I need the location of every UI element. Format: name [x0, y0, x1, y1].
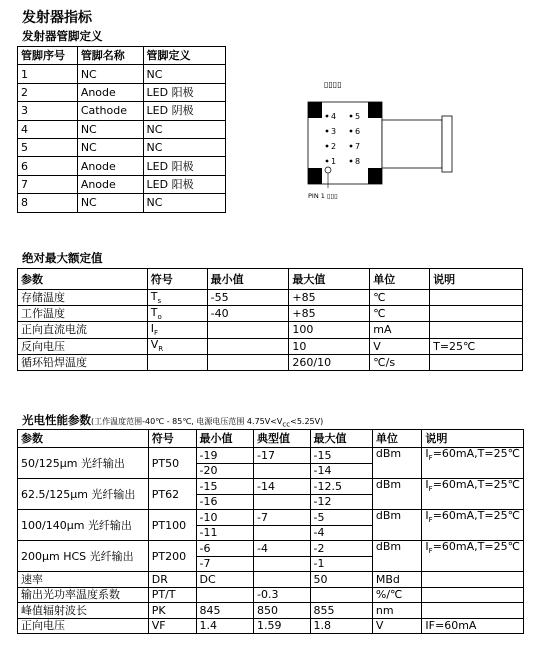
value-cell: -4 — [254, 541, 311, 557]
table-cell: NC — [77, 194, 143, 212]
pin-dot — [350, 160, 353, 163]
note-rest: =60mA,T=25℃ — [432, 540, 520, 553]
col-header: 说明 — [430, 269, 523, 290]
col-header: 参数 — [18, 269, 148, 290]
param-cell: 50/125µm 光纤输出 — [18, 448, 149, 479]
table-cell: LED 阳极 — [143, 157, 225, 175]
table-cell: -0.3 — [254, 587, 311, 603]
col-header: 说明 — [422, 430, 524, 448]
min-cell — [207, 354, 289, 370]
page-title: 发射器指标 — [22, 10, 92, 26]
table-row — [18, 448, 524, 464]
max-cell: +85 — [289, 290, 370, 306]
table-cell: MBd — [372, 572, 422, 588]
unit-cell: ℃ — [370, 306, 430, 322]
unit-cell vtop: dBm — [372, 448, 422, 479]
symbol-subscript: o — [157, 312, 162, 321]
note-cell: T=25℃ — [430, 338, 523, 354]
table-cell: 850 — [254, 603, 311, 619]
note-rest: =60mA,T=25℃ — [432, 447, 520, 460]
min-cell — [207, 338, 289, 354]
unit-cell: mA — [370, 322, 430, 338]
value-cell: -14 — [254, 479, 311, 495]
table-cell: DR — [148, 572, 196, 588]
table-cell — [310, 587, 372, 603]
min-cell: -40 — [207, 306, 289, 322]
unit-cell: V — [370, 338, 430, 354]
table-header-row — [18, 269, 523, 290]
note-cell — [430, 354, 523, 370]
symbol-cell — [147, 322, 207, 338]
max-cell: 260/10 — [289, 354, 370, 370]
note-rest: =60mA,T=25℃ — [432, 478, 520, 491]
pin-dot — [350, 115, 353, 118]
table-cell: 速率 — [18, 572, 149, 588]
table-cell: Anode — [77, 175, 143, 193]
col-header: 单位 — [372, 430, 422, 448]
table-cell: Cathode — [77, 102, 143, 120]
symbol-cell: PT200 — [148, 541, 196, 572]
table-cell: 1.4 — [196, 618, 253, 634]
table-cell: 50 — [310, 572, 372, 588]
param-cell: 200µm HCS 光纤输出 — [18, 541, 149, 572]
col-header: 最小值 — [207, 269, 289, 290]
value-cell: -16 — [196, 494, 253, 510]
optical-conditions-prefix: (工作温度范围-40℃ - 85℃, 电源电压范围 4.75V<V — [91, 417, 283, 426]
table-cell: 正向电压 — [18, 618, 149, 634]
value-cell: -14 — [310, 463, 372, 479]
max-cell: 10 — [289, 338, 370, 354]
table-cell: %/℃ — [372, 587, 422, 603]
table-row — [18, 194, 226, 212]
table-row — [18, 338, 523, 354]
pin1-marker — [325, 167, 331, 173]
note-subscript: F — [428, 454, 433, 463]
note-cell — [430, 306, 523, 322]
symbol-text: T — [150, 289, 158, 303]
param-cell: 循环铅焊温度 — [18, 354, 148, 370]
note-text: I — [425, 478, 429, 491]
table-cell — [422, 587, 524, 603]
col-header: 最大值 — [289, 269, 370, 290]
pin-number: 6 — [355, 127, 361, 136]
symbol-cell — [147, 338, 207, 354]
value-cell: -7 — [196, 556, 253, 572]
col-header: 符号 — [147, 269, 207, 290]
pin-dot — [326, 130, 329, 133]
table-cell: Anode — [77, 83, 143, 101]
pin-dot — [326, 160, 329, 163]
pin-number: 1 — [331, 157, 337, 166]
connector-barrel — [382, 120, 442, 168]
max-cell: 100 — [289, 322, 370, 338]
table-cell — [254, 572, 311, 588]
symbol-text: T — [150, 305, 158, 319]
table-cell: NC — [77, 138, 143, 156]
value-cell: -5 — [310, 510, 372, 526]
symbol-cell: PT50 — [148, 448, 196, 479]
table-cell: NC — [143, 138, 225, 156]
table-cell: 7 — [18, 175, 78, 193]
table-cell: 输出光功率温度系数 — [18, 587, 149, 603]
symbol-cell — [147, 306, 207, 322]
note-subscript: F — [428, 547, 433, 556]
value-cell — [254, 494, 311, 510]
min-cell: -55 — [207, 290, 289, 306]
value-cell — [254, 556, 311, 572]
value-cell: -19 — [196, 448, 253, 464]
table-row — [18, 510, 524, 526]
col-header: 最小值 — [196, 430, 253, 448]
optical-title-text: 光电性能参数 — [22, 413, 91, 427]
package-diagram — [294, 78, 494, 208]
table-cell: NC — [143, 194, 225, 212]
table-row — [18, 290, 523, 306]
table-cell: PT/T — [148, 587, 196, 603]
table-row — [18, 541, 524, 557]
value-cell: -4 — [310, 525, 372, 541]
value-cell: -11 — [196, 525, 253, 541]
table-row — [18, 138, 226, 156]
table-cell: NC — [77, 65, 143, 83]
symbol-text: I — [150, 321, 154, 335]
diagram-top-label: ▯▯▯▯ — [324, 80, 342, 89]
value-cell — [254, 525, 311, 541]
package-corner — [368, 168, 382, 184]
symbol-cell — [147, 354, 207, 370]
table-cell: 3 — [18, 102, 78, 120]
table-row — [18, 322, 523, 338]
unit-cell vtop: dBm — [372, 541, 422, 572]
symbol-cell — [147, 290, 207, 306]
table-cell: 4 — [18, 120, 78, 138]
table-row — [18, 83, 226, 101]
optical-title — [22, 412, 323, 429]
symbol-cell: PT62 — [148, 479, 196, 510]
note-rest: =60mA,T=25℃ — [432, 509, 520, 522]
param-cell: 存储温度 — [18, 290, 148, 306]
param-cell: 正向直流电流 — [18, 322, 148, 338]
value-cell: -12 — [310, 494, 372, 510]
note-cell — [422, 541, 524, 572]
value-cell: -7 — [254, 510, 311, 526]
pin-section-title: 发射器管脚定义 — [22, 29, 103, 43]
table-row — [18, 120, 226, 138]
unit-cell: ℃/s — [370, 354, 430, 370]
pin-number: 2 — [331, 142, 337, 151]
pin-number: 8 — [355, 157, 361, 166]
table-cell: 1.8 — [310, 618, 372, 634]
package-corner — [308, 102, 322, 118]
table-row — [18, 354, 523, 370]
table-row — [18, 102, 226, 120]
note-cell — [422, 448, 524, 479]
value-cell: -1 — [310, 556, 372, 572]
param-cell: 62.5/125µm 光纤输出 — [18, 479, 149, 510]
min-cell — [207, 322, 289, 338]
table-cell: 峰值辐射波长 — [18, 603, 149, 619]
table-cell: 6 — [18, 157, 78, 175]
table-cell: VF — [148, 618, 196, 634]
table-cell: 2 — [18, 83, 78, 101]
note-text: I — [425, 509, 429, 522]
pin-dot — [350, 130, 353, 133]
note-subscript: F — [428, 485, 433, 494]
col-header: 最大值 — [310, 430, 372, 448]
table-cell: 8 — [18, 194, 78, 212]
symbol-subscript: F — [154, 329, 159, 338]
table-cell: 5 — [18, 138, 78, 156]
table-cell: PK — [148, 603, 196, 619]
table-cell — [422, 572, 524, 588]
table-cell — [196, 587, 253, 603]
col-header: 单位 — [370, 269, 430, 290]
connector-flange — [442, 116, 452, 172]
symbol-text: V — [150, 338, 159, 352]
param-cell: 工作温度 — [18, 306, 148, 322]
pin-number: 5 — [355, 112, 361, 121]
table-row — [18, 572, 524, 588]
col-header: 符号 — [148, 430, 196, 448]
table-row — [18, 618, 524, 634]
table-row — [18, 306, 523, 322]
col-header: 管脚定义 — [143, 47, 225, 65]
table-cell: LED 阳极 — [143, 175, 225, 193]
table-header-row — [18, 47, 226, 65]
pin-dot — [326, 145, 329, 148]
pin-dot — [350, 145, 353, 148]
table-row — [18, 603, 524, 619]
optical-conditions-suffix: <5.25V) — [290, 417, 324, 426]
optical-table — [17, 429, 524, 634]
col-header: 典型值 — [254, 430, 311, 448]
pin-dot — [326, 115, 329, 118]
max-cell: +85 — [289, 306, 370, 322]
table-cell: LED 阴极 — [143, 102, 225, 120]
pin1-label: PIN 1 ▯▯▯ — [308, 192, 338, 200]
table-row — [18, 157, 226, 175]
pin-number: 7 — [355, 142, 361, 151]
value-cell: -6 — [196, 541, 253, 557]
pin-number: 3 — [331, 127, 337, 136]
table-cell — [422, 603, 524, 619]
package-corner — [308, 168, 322, 184]
value-cell: -20 — [196, 463, 253, 479]
symbol-cell: PT100 — [148, 510, 196, 541]
table-cell: 1 — [18, 65, 78, 83]
package-corner — [368, 102, 382, 118]
table-cell: nm — [372, 603, 422, 619]
note-cell — [422, 479, 524, 510]
table-cell: NC — [143, 120, 225, 138]
symbol-subscript: R — [158, 345, 164, 354]
value-cell — [254, 463, 311, 479]
value-cell: -12.5 — [310, 479, 372, 495]
abs-max-table — [17, 268, 523, 371]
table-cell: LED 阳极 — [143, 83, 225, 101]
table-cell: DC — [196, 572, 253, 588]
unit-cell vtop: dBm — [372, 479, 422, 510]
table-row — [18, 175, 226, 193]
pin-definition-table — [17, 46, 226, 213]
value-cell: -2 — [310, 541, 372, 557]
col-header: 管脚名称 — [77, 47, 143, 65]
optical-conditions-sub: cc — [282, 420, 291, 429]
table-cell: NC — [143, 65, 225, 83]
symbol-subscript: s — [157, 296, 162, 305]
table-row — [18, 587, 524, 603]
pin-number: 4 — [331, 112, 337, 121]
param-cell: 反向电压 — [18, 338, 148, 354]
value-cell: -10 — [196, 510, 253, 526]
table-cell: IF=60mA — [422, 618, 524, 634]
note-cell — [430, 322, 523, 338]
note-text: I — [425, 540, 429, 553]
table-header-row — [18, 430, 524, 448]
table-row — [18, 65, 226, 83]
note-subscript: F — [428, 516, 433, 525]
unit-cell vtop: dBm — [372, 510, 422, 541]
table-cell: NC — [77, 120, 143, 138]
table-cell: 845 — [196, 603, 253, 619]
table-cell: 1.59 — [254, 618, 311, 634]
param-cell: 100/140µm 光纤输出 — [18, 510, 149, 541]
table-cell: V — [372, 618, 422, 634]
col-header: 参数 — [18, 430, 149, 448]
value-cell: -15 — [310, 448, 372, 464]
note-cell — [422, 510, 524, 541]
value-cell: -17 — [254, 448, 311, 464]
table-cell: 855 — [310, 603, 372, 619]
value-cell: -15 — [196, 479, 253, 495]
optical-conditions — [91, 417, 324, 429]
table-cell: Anode — [77, 157, 143, 175]
note-text: I — [425, 447, 429, 460]
unit-cell: ℃ — [370, 290, 430, 306]
abs-max-title: 绝对最大额定值 — [22, 251, 103, 265]
table-row — [18, 479, 524, 495]
note-cell — [430, 290, 523, 306]
col-header: 管脚序号 — [18, 47, 78, 65]
